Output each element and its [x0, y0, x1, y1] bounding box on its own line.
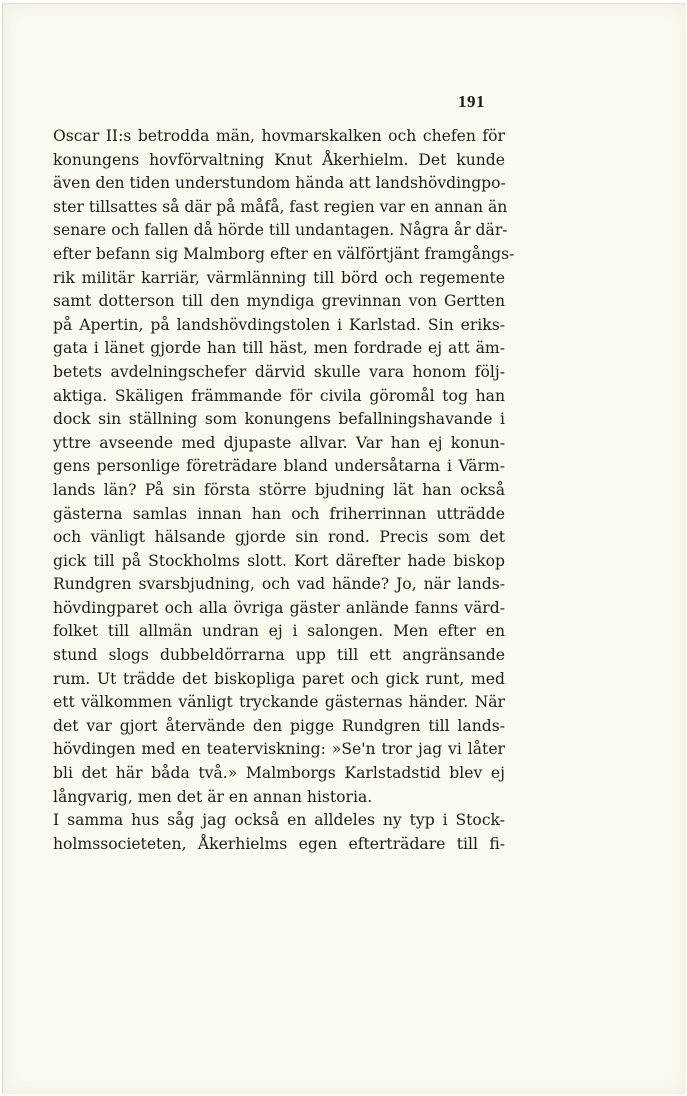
text-line: dock sin ställning som konungens befallningshavande i [53, 410, 505, 429]
text-line: holmssocieteten, Åkerhielms egen efterträdare till fi- [53, 834, 505, 853]
text-line: och vänligt hälsande gjorde sin rond. Precis som det [53, 528, 505, 547]
text-line: betets avdelningschefer därvid skulle vara honom följ- [53, 362, 505, 381]
page-number: 191 [458, 92, 485, 111]
body-text [53, 125, 515, 856]
text-line: gästerna samlas innan han och friherrinnan utträdde [53, 504, 505, 523]
text-line: folket till allmän undran ej i salongen. Men efter en [53, 622, 505, 641]
text-line: långvarig, men det är en annan historia. [53, 787, 373, 806]
text-line: konungens hovförvaltning Knut Åkerhielm. Det kunde [53, 150, 505, 169]
text-line: yttre avseende med djupaste allvar. Var han ej konun- [53, 433, 505, 452]
text-line: gens personlige företrädare bland undersåtarna i Värm- [53, 457, 505, 476]
text-line: rum. Ut trädde det biskopliga paret och gick runt, med [53, 669, 505, 688]
text-line: I samma hus såg jag också en alldeles ny typ i Stock- [53, 811, 505, 830]
text-line: stund slogs dubbeldörrarna upp till ett angränsande [53, 646, 505, 665]
text-line: samt dotterson till den myndiga grevinnan von Gertten [53, 292, 505, 311]
text-line: det var gjort återvände den pigge Rundgren till lands- [53, 716, 505, 735]
paragraph [53, 125, 515, 809]
text-line: på Apertin, på landshövdingstolen i Karlstad. Sin eriks- [53, 315, 505, 334]
text-line: hövdingen med en teaterviskning: »Se'n tror jag vi låter [53, 740, 505, 759]
text-line: ett välkommen vänligt tryckande gästernas händer. När [53, 693, 505, 712]
text-line: senare och fallen då hörde till undantagen. Några år där- [53, 221, 508, 240]
text-line: Oscar II:s betrodda män, hovmarskalken och chefen för [53, 127, 505, 145]
book-page [2, 3, 686, 1094]
text-line: även den tiden understundom hända att landshövdingpo- [53, 174, 506, 193]
text-line: hövdingparet och alla övriga gäster anlände fanns värd- [53, 598, 505, 617]
text-line: gata i länet gjorde han till häst, men fordrade ej att äm- [53, 339, 505, 358]
text-line: lands län? På sin första större bjudning lät han också [53, 480, 505, 499]
text-line: Rundgren svarsbjudning, och vad hände? Jo, när lands- [53, 575, 505, 594]
paragraph [53, 809, 505, 856]
text-line: ster tillsattes så där på måfå, fast regien var en annan än [53, 197, 508, 216]
text-line: bli det här båda två.» Malmborgs Karlstadstid blev ej [53, 764, 505, 783]
text-line: gick till på Stockholms slott. Kort därefter hade biskop [53, 551, 505, 570]
text-line: aktiga. Skäligen främmande för civila göromål tog han [53, 386, 505, 405]
text-line: efter befann sig Malmborg efter en välförtjänt framgångs- [53, 244, 515, 263]
text-line: rik militär karriär, värmlänning till börd och regemente [53, 268, 505, 287]
